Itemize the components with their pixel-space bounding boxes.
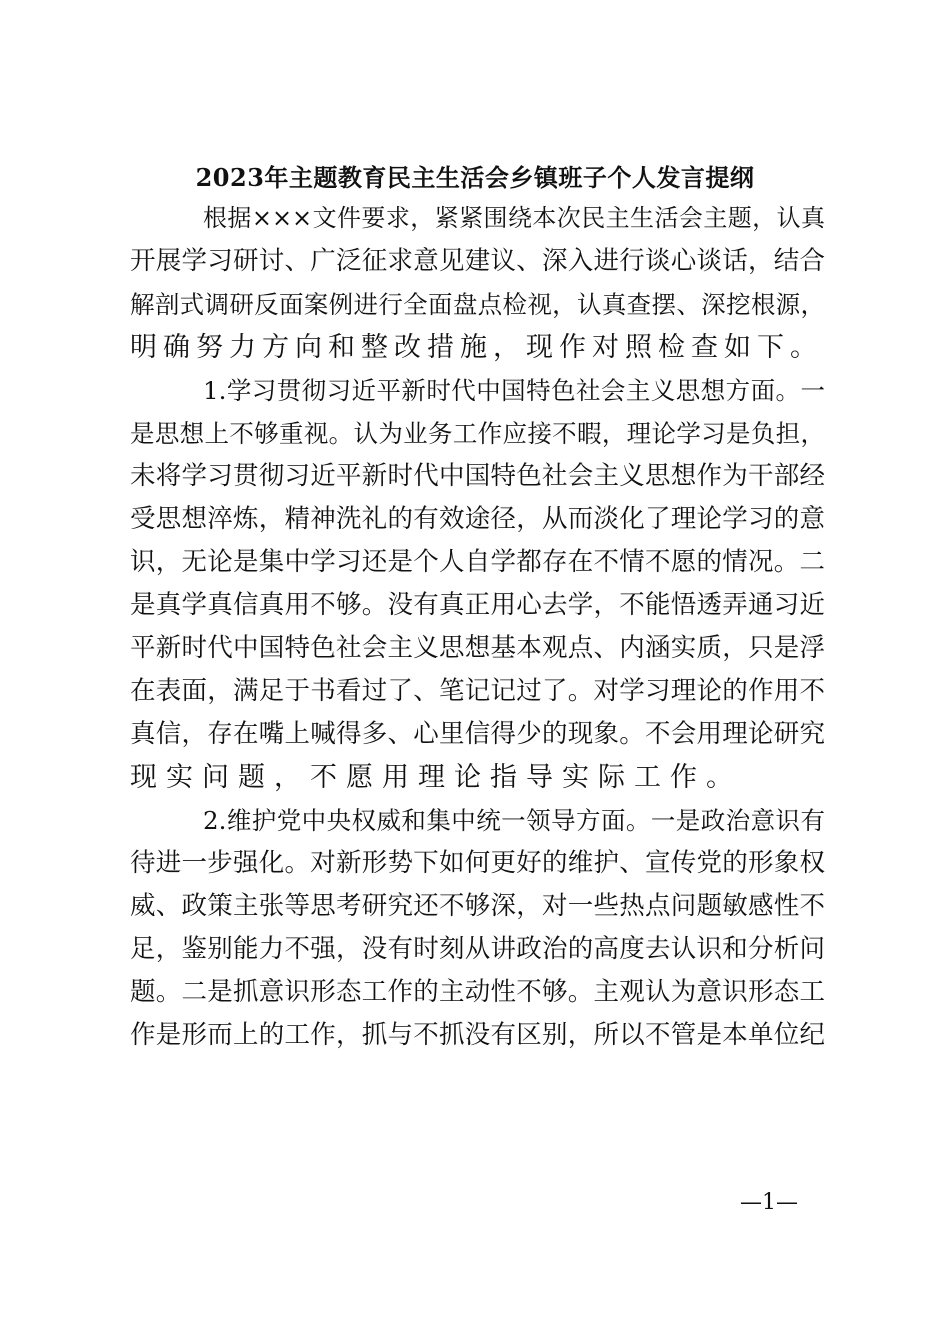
text-line: 威、政策主张等思考研究还不够深，对一些热点问题敏感性不 bbox=[130, 891, 825, 921]
text-line: 平新时代中国特色社会主义思想基本观点、内涵实质，只是浮 bbox=[130, 633, 825, 663]
paragraph bbox=[130, 197, 825, 369]
paragraph bbox=[130, 369, 825, 799]
page-number: —1— bbox=[740, 1190, 798, 1215]
text-line: 是思想上不够重视。认为业务工作应接不暇，理论学习是负担， bbox=[130, 419, 825, 448]
text-line: 作是形而上的工作，抓与不抓没有区别，所以不管是本单位纪 bbox=[130, 1020, 825, 1050]
text-line: 明确努力方向和整改措施，现作对照检查如下。 bbox=[130, 332, 823, 363]
text-line: 待进一步强化。对新形势下如何更好的维护、宣传党的形象权 bbox=[130, 848, 825, 878]
paragraph bbox=[130, 799, 825, 1057]
text-line: 未将学习贯彻习近平新时代中国特色社会主义思想作为干部经 bbox=[130, 461, 825, 491]
document-body bbox=[130, 197, 825, 1057]
text-line: 现实问题，不愿用理论指导实际工作。 bbox=[130, 762, 742, 793]
text-line: 开展学习研讨、广泛征求意见建议、深入进行谈心谈话，结合 bbox=[130, 246, 825, 276]
text-line: 2.维护党中央权威和集中统一领导方面。一是政治意识有 bbox=[203, 806, 825, 835]
text-line: 足，鉴别能力不强，没有时刻从讲政治的高度去认识和分析问 bbox=[130, 934, 825, 964]
text-line: 解剖式调研反面案例进行全面盘点检视，认真查摆、深挖根源， bbox=[130, 290, 825, 319]
text-line: 识，无论是集中学习还是个人自学都存在不情不愿的情况。二 bbox=[130, 547, 825, 577]
text-line: 题。二是抓意识形态工作的主动性不够。主观认为意识形态工 bbox=[130, 977, 825, 1007]
text-line: 是真学真信真用不够。没有真正用心去学，不能悟透弄通习近 bbox=[130, 590, 825, 620]
text-line: 受思想淬炼，精神洗礼的有效途径，从而淡化了理论学习的意 bbox=[130, 504, 825, 534]
text-line: 在表面，满足于书看过了、笔记记过了。对学习理论的作用不 bbox=[130, 676, 825, 706]
text-line: 根据×××文件要求，紧紧围绕本次民主生活会主题，认真 bbox=[203, 204, 825, 232]
document-title: 2023年主题教育民主生活会乡镇班子个人发言提纲 bbox=[195, 163, 755, 192]
text-line: 真信，存在嘴上喊得多、心里信得少的现象。不会用理论研究 bbox=[130, 719, 825, 749]
text-line: 1.学习贯彻习近平新时代中国特色社会主义思想方面。一 bbox=[203, 376, 825, 405]
